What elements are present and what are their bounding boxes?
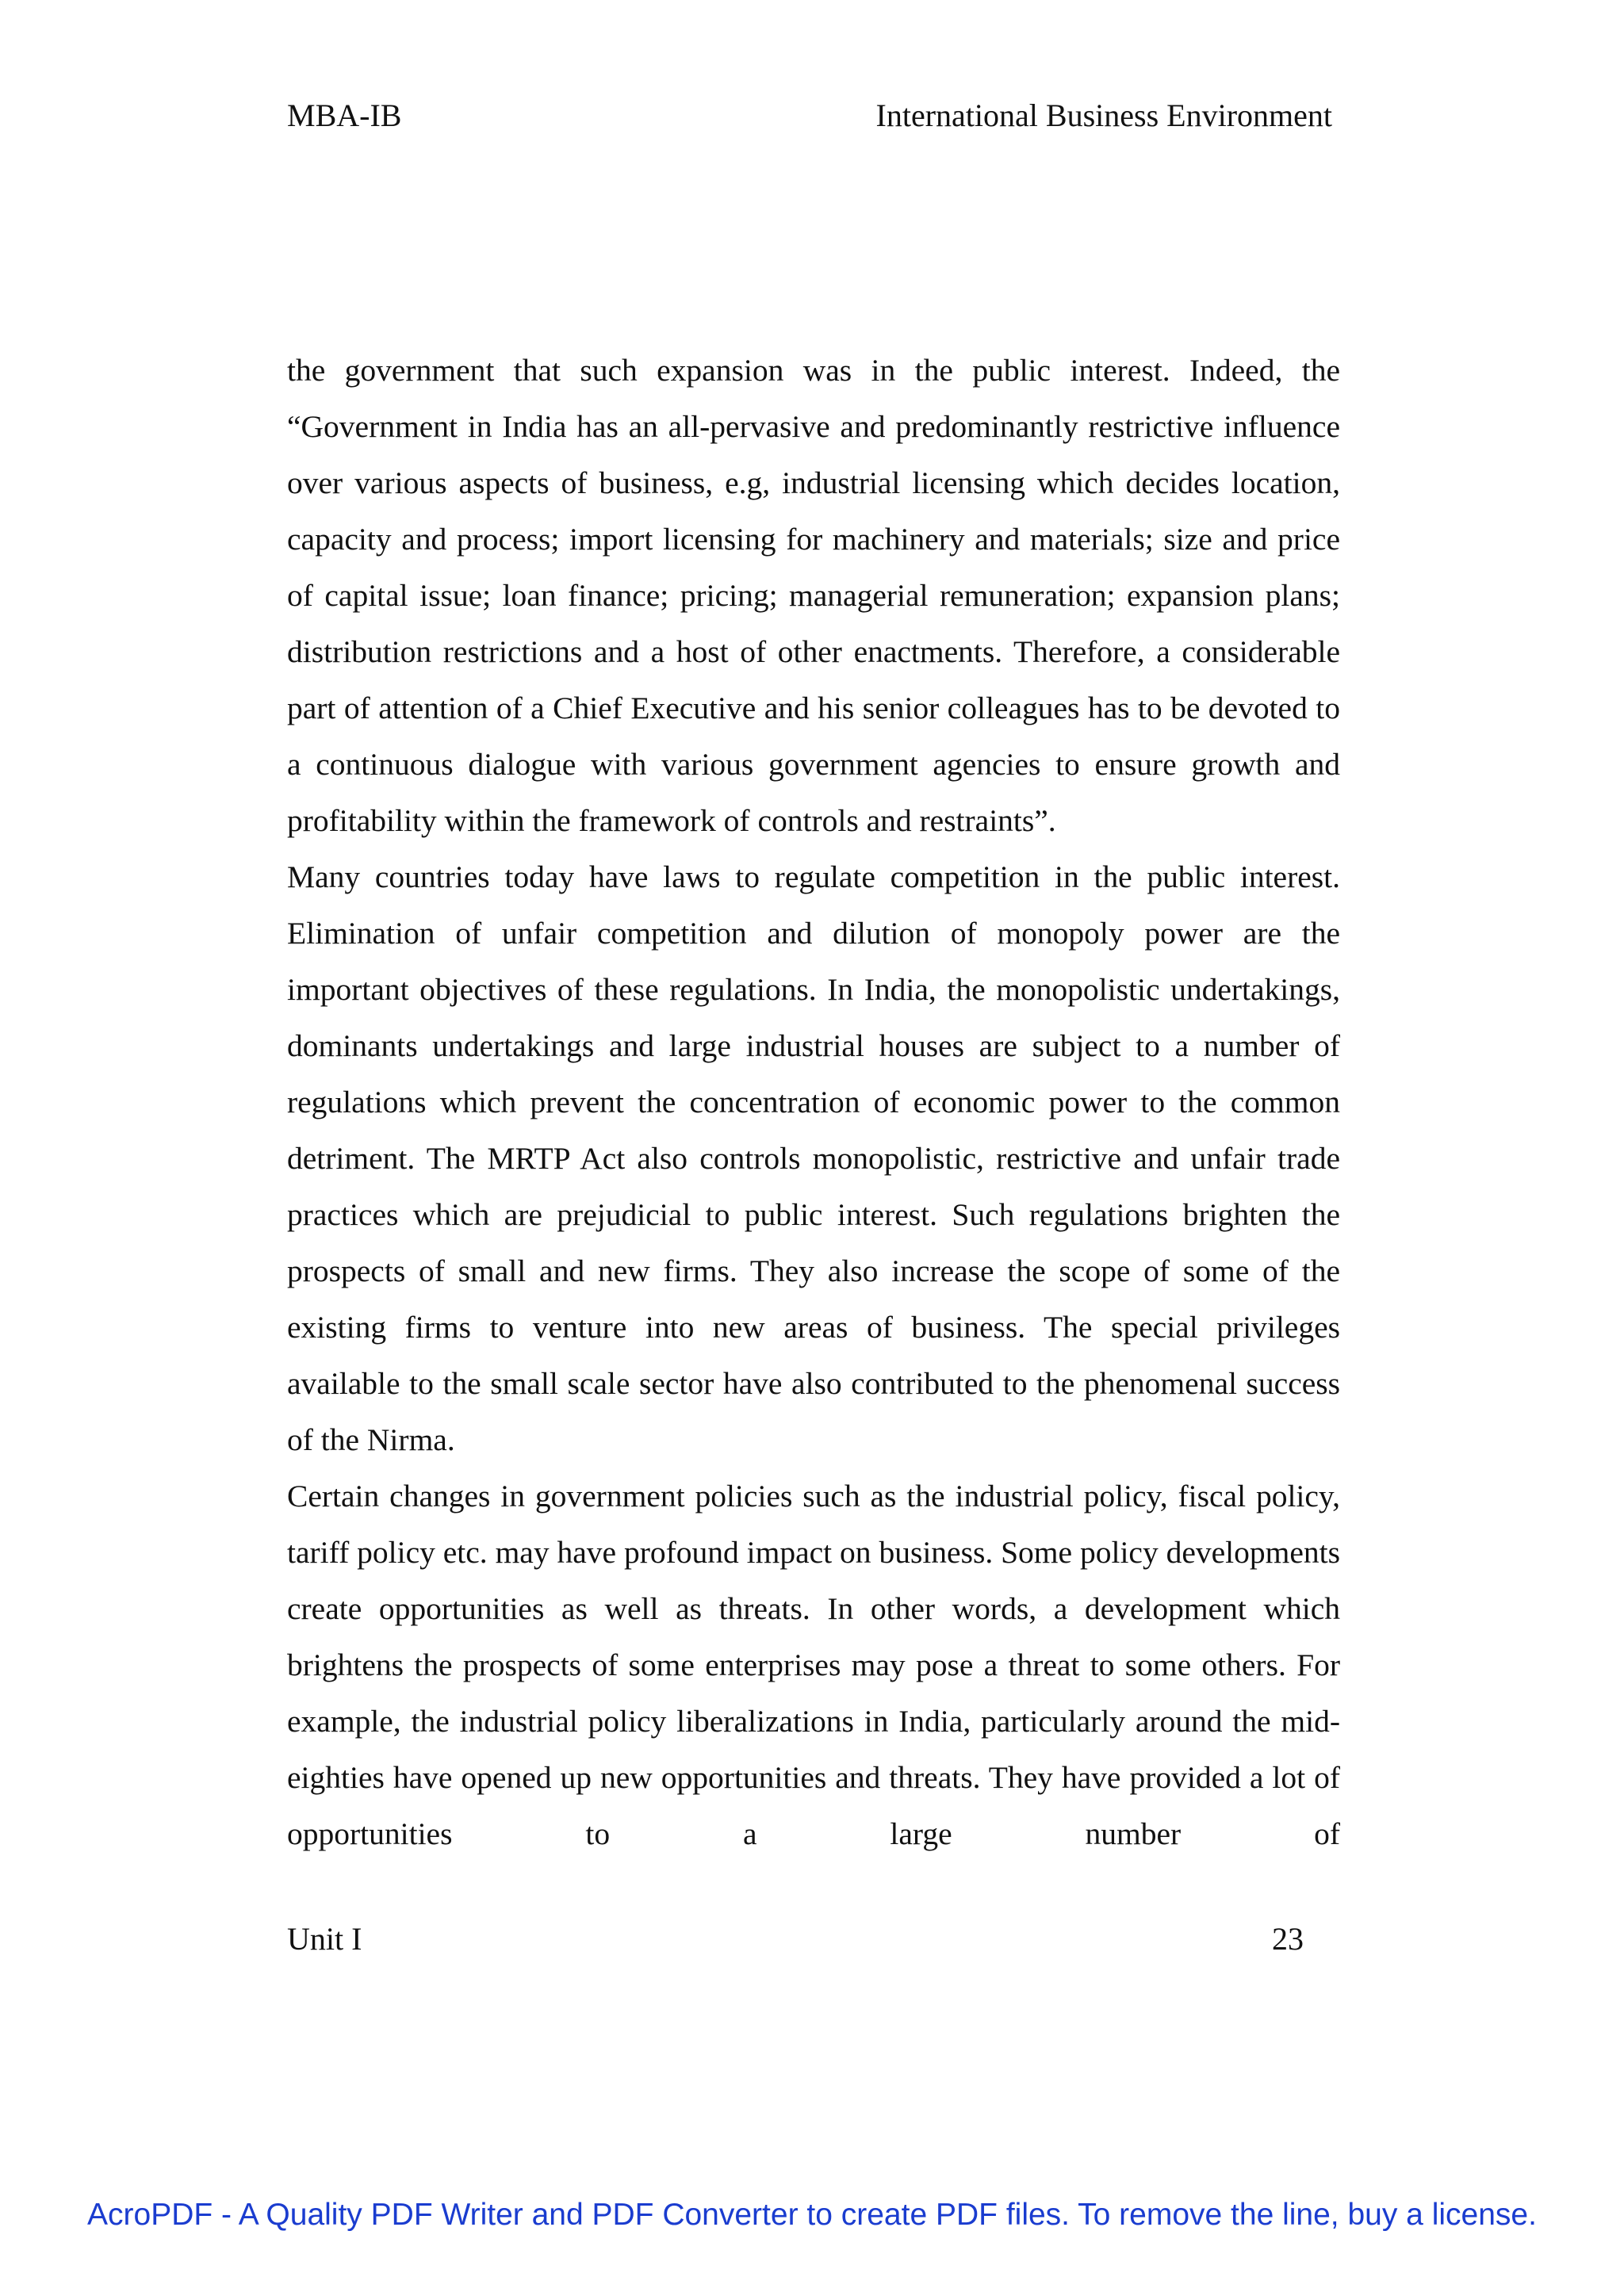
- paragraph-3: Certain changes in government policies such as the industrial policy, fiscal policy, tariff policy etc. may have profound impact on business. Some policy developments create opportunities as well as threats. In other words, a development which brightens the prospects of some enterprises may pose a threat to some others. For example, the industrial policy liberalizations in India, particularly around the mid-eighties have opened up new opportunities and threats. They have provided a lot of opportunities to a large number of: [287, 1479, 1340, 1851]
- page-number: 23: [1272, 1921, 1304, 1957]
- acropdf-watermark: AcroPDF - A Quality PDF Writer and PDF Converter to create PDF files. To remove the line, buy a license.: [87, 2198, 1537, 2232]
- paragraph-1: the government that such expansion was in the public interest. Indeed, the “Government in India has an all-pervasive and predominantly restrictive influence over various aspects of business, e.g, industrial licensing which decides location, capacity and process; import licensing for machinery and materials; size and price of capital issue; loan finance; pricing; managerial remuneration; expansion plans; distribution restrictions and a host of other enactments. Therefore, a considerable part of attention of a Chief Executive and his senior colleagues has to be devoted to a continuous dialogue with various government agencies to ensure growth and profitability within the framework of controls and restraints”.: [287, 353, 1340, 838]
- footer-unit-label: Unit I: [287, 1921, 362, 1957]
- running-header-title: International Business Environment: [875, 98, 1332, 133]
- running-header-course: MBA-IB: [287, 98, 402, 133]
- paragraph-2: Many countries today have laws to regulate competition in the public interest. Elimination of unfair competition and dilution of monopoly power are the important objectives of these regulations. In India, the monopolistic undertakings, dominants undertakings and large industrial houses are subject to a number of regulations which prevent the concentration of economic power to the common detriment. The MRTP Act also controls monopolistic, restrictive and unfair trade practices which are prejudicial to public interest. Such regulations brighten the prospects of small and new firms. They also increase the scope of some of the existing firms to venture into new areas of business. The special privileges available to the small scale sector have also contributed to the phenomenal success of the Nirma.: [287, 859, 1340, 1457]
- page-body: [287, 342, 1340, 1862]
